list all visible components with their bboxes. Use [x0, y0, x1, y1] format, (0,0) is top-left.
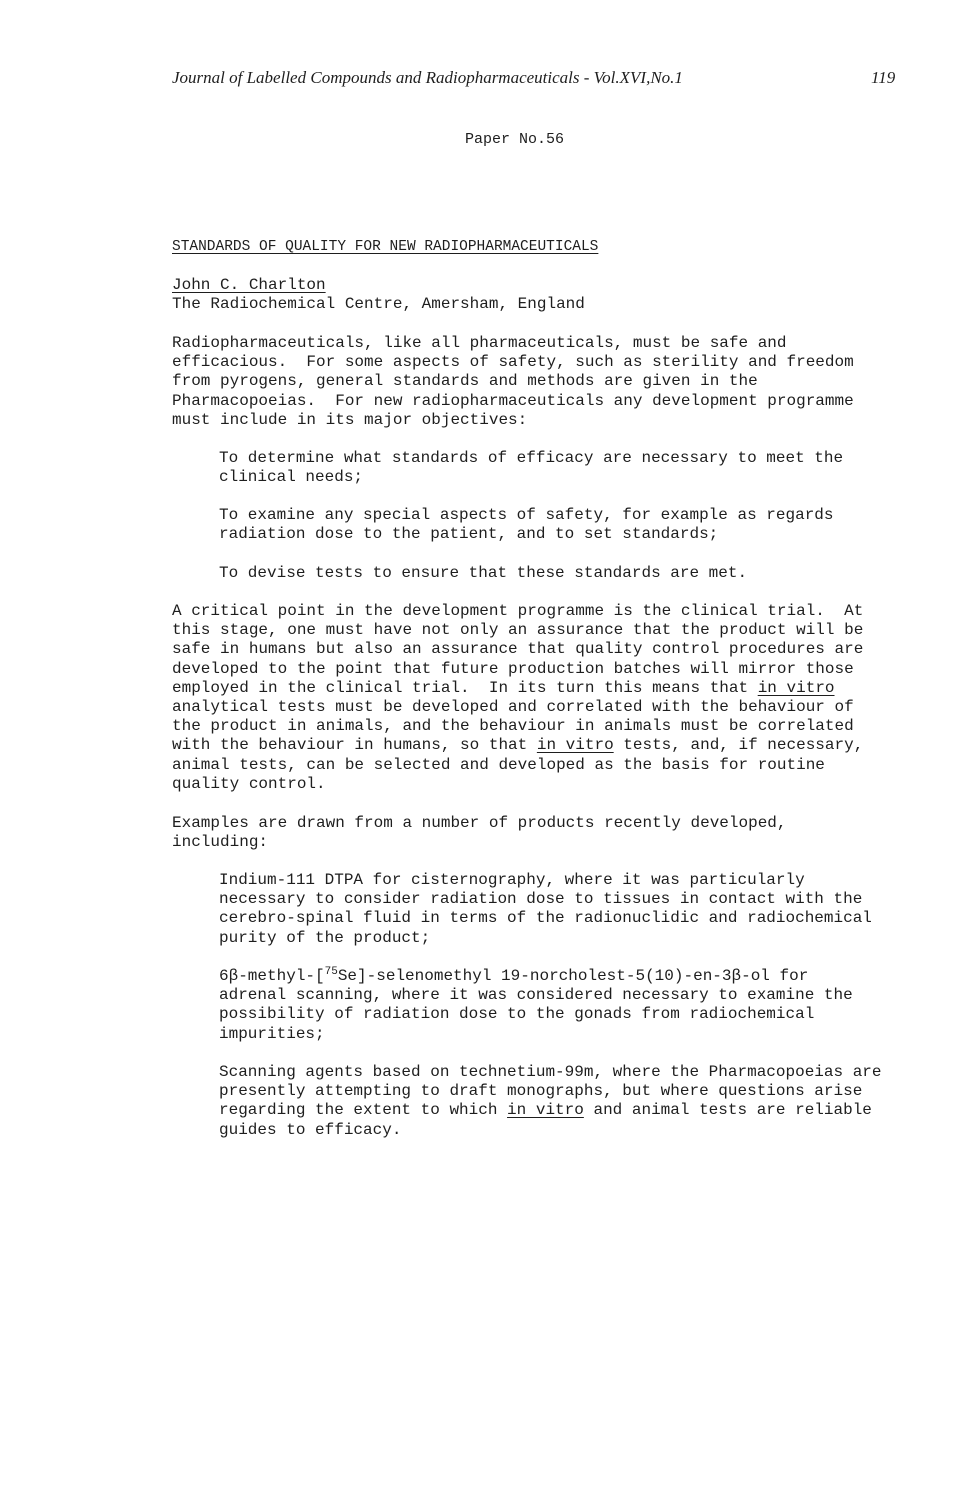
author-affiliation: The Radiochemical Centre, Amersham, England: [172, 295, 585, 313]
example-selenomethyl-pre: 6β-methyl-[: [219, 967, 325, 985]
running-header-journal: Journal of Labelled Compounds and Radiopharmaceuticals - Vol.XVI,No.1: [172, 68, 683, 87]
example-selenomethyl-post: Se]-selenomethyl 19-norcholest-5(10)-en-3β-ol for adrenal scanning, where it was considered necessary to examine the possibility of radiation dose to the gonads from radiochemical impurities;: [219, 967, 853, 1043]
in-vitro-emphasis: in vitro: [507, 1101, 584, 1120]
example-technetium: [219, 1063, 882, 1140]
isotope-mass-number: 75: [324, 966, 338, 978]
paper-title: STANDARDS OF QUALITY FOR NEW RADIOPHARMACEUTICALS: [172, 239, 599, 255]
critical-text-3: tests, and, if necessary, animal tests, can be selected and developed as the basis for routine quality control.: [172, 736, 864, 793]
critical-paragraph: [172, 602, 863, 794]
critical-text-1: A critical point in the development programme is the clinical trial. At this stage, one must have not only an assurance that the product will be safe in humans but also an assurance that quality control procedures are developed to the point that future production batches will mirror those employed in the clinical trial. In its turn this means that: [172, 602, 864, 697]
example-technetium-text-1: Scanning agents based on technetium-99m, where the Pharmacopoeias are presently attempting to draft monographs, but where questions arise regarding the extent to which: [219, 1063, 882, 1120]
paper-number: Paper No.56: [465, 131, 565, 148]
example-technetium-text-2: and animal tests are reliable guides to efficacy.: [219, 1101, 872, 1139]
objective-2: To examine any special aspects of safety, for example as regards radiation dose to the patient, and to set standards;: [219, 506, 834, 544]
in-vitro-emphasis: in vitro: [757, 678, 835, 697]
author-name: John C. Charlton: [172, 276, 326, 294]
page-number: 119: [871, 68, 896, 87]
in-vitro-emphasis: in vitro: [536, 736, 614, 755]
intro-paragraph: Radiopharmaceuticals, like all pharmaceuticals, must be safe and efficacious. For some aspects of safety, such as sterility and freedom from pyrogens, general standards and methods are given in the Pharmacopoeias. For new radiopharmaceuticals any development programme must include in its major objectives:: [172, 334, 854, 429]
objective-1: To determine what standards of efficacy are necessary to meet the clinical needs;: [219, 449, 844, 487]
critical-text-2: analytical tests must be developed and correlated with the behaviour of the product in animals, and the behaviour in animals must be correlated with the behaviour in humans, so that: [172, 698, 854, 755]
objective-3: To devise tests to ensure that these standards are met.: [219, 564, 748, 582]
example-indium: Indium-111 DTPA for cisternography, where it was particularly necessary to consider radiation dose to tissues in contact with the cerebro-spinal fluid in terms of the radionuclidic and radiochemical purity of the product;: [219, 871, 872, 947]
example-selenomethyl: [219, 967, 853, 1044]
examples-intro: Examples are drawn from a number of products recently developed, including:: [172, 814, 787, 852]
